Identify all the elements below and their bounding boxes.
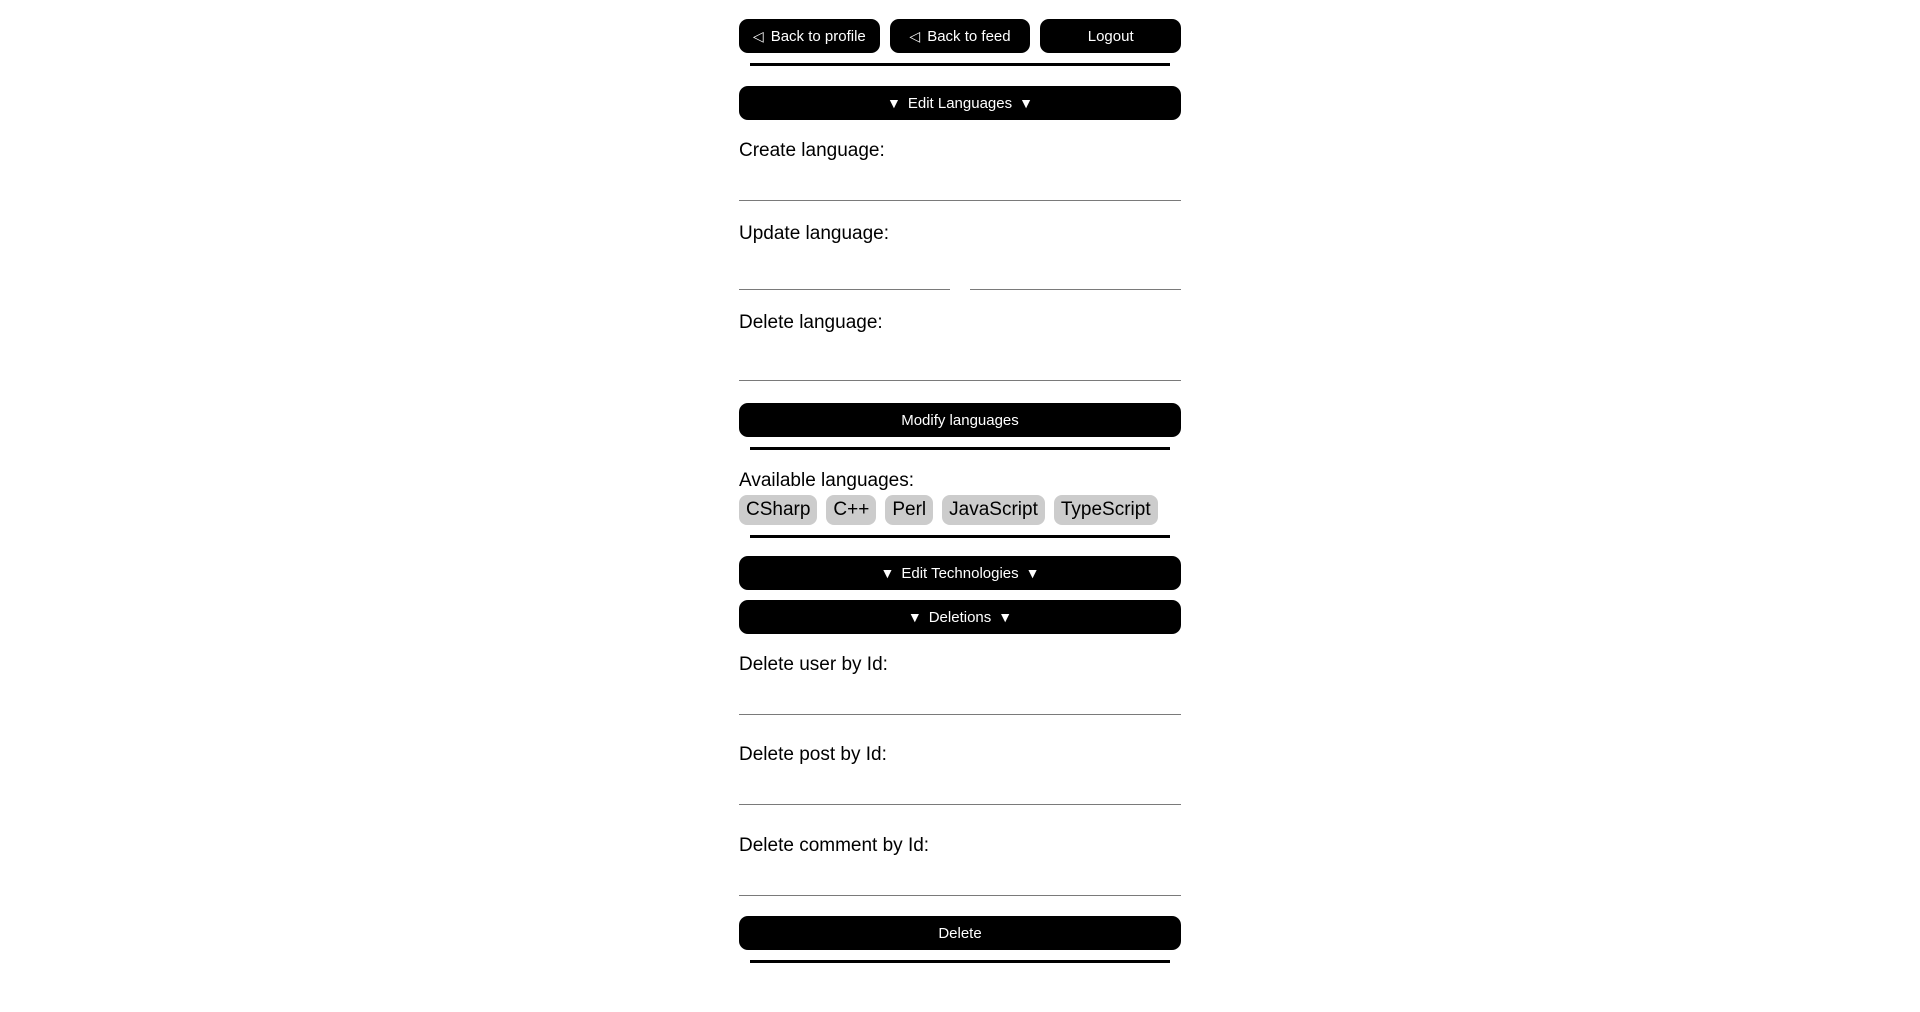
caret-down-icon: ▼ bbox=[887, 95, 901, 111]
delete-post-label: Delete post by Id: bbox=[739, 744, 887, 765]
delete-user-label: Delete user by Id: bbox=[739, 654, 888, 675]
modify-languages-label: Modify languages bbox=[901, 411, 1019, 429]
caret-down-icon: ▼ bbox=[1025, 565, 1040, 581]
delete-language-input[interactable] bbox=[739, 341, 1181, 381]
caret-down-icon: ▼ bbox=[907, 609, 922, 625]
delete-label: Delete bbox=[938, 924, 982, 942]
edit-languages-label: Edit Languages bbox=[907, 94, 1013, 112]
create-language-label: Create language: bbox=[739, 140, 885, 161]
caret-down-icon: ▼ bbox=[880, 565, 895, 581]
caret-down-icon: ▼ bbox=[998, 609, 1013, 625]
create-language-input[interactable] bbox=[739, 161, 1181, 201]
modify-languages-button[interactable] bbox=[739, 403, 1181, 437]
back-to-feed-button[interactable] bbox=[890, 19, 1031, 53]
edit-technologies-label: Edit Technologies bbox=[901, 564, 1019, 582]
available-languages-label: Available languages: bbox=[739, 470, 915, 491]
edit-technologies-toggle[interactable] bbox=[739, 556, 1181, 590]
update-language-current-input[interactable] bbox=[739, 250, 950, 290]
language-tag-list bbox=[739, 495, 1181, 525]
deletions-label: Deletions bbox=[928, 608, 992, 626]
update-language-new-input[interactable] bbox=[970, 250, 1181, 290]
delete-comment-label: Delete comment by Id: bbox=[739, 835, 930, 856]
caret-down-icon: ▼ bbox=[1019, 95, 1033, 111]
back-icon: ◁ bbox=[909, 27, 921, 44]
logout-button[interactable] bbox=[1040, 19, 1181, 53]
language-tag: C++ bbox=[826, 495, 876, 525]
language-tag: JavaScript bbox=[942, 495, 1045, 525]
update-language-inputs bbox=[739, 250, 1181, 290]
language-tag: Perl bbox=[885, 495, 933, 525]
logout-label: Logout bbox=[1087, 27, 1134, 45]
back-to-profile-label: Back to profile bbox=[770, 27, 866, 45]
admin-panel bbox=[739, 0, 1181, 963]
delete-language-label: Delete language: bbox=[739, 312, 883, 333]
delete-post-id-input[interactable] bbox=[739, 765, 1181, 805]
back-to-profile-button[interactable] bbox=[739, 19, 880, 53]
update-language-label: Update language: bbox=[739, 223, 890, 244]
language-tag: CSharp bbox=[739, 495, 817, 525]
delete-button[interactable] bbox=[739, 916, 1181, 950]
section-divider bbox=[750, 447, 1170, 450]
language-tag: TypeScript bbox=[1054, 495, 1158, 525]
top-nav bbox=[739, 19, 1181, 53]
edit-languages-toggle[interactable] bbox=[739, 86, 1181, 120]
delete-user-id-input[interactable] bbox=[739, 675, 1181, 715]
section-divider bbox=[750, 535, 1170, 538]
back-to-feed-label: Back to feed bbox=[927, 27, 1011, 45]
delete-comment-id-input[interactable] bbox=[739, 856, 1181, 896]
back-icon: ◁ bbox=[752, 27, 764, 44]
section-divider bbox=[750, 63, 1170, 66]
deletions-toggle[interactable] bbox=[739, 600, 1181, 634]
section-divider bbox=[750, 960, 1170, 963]
